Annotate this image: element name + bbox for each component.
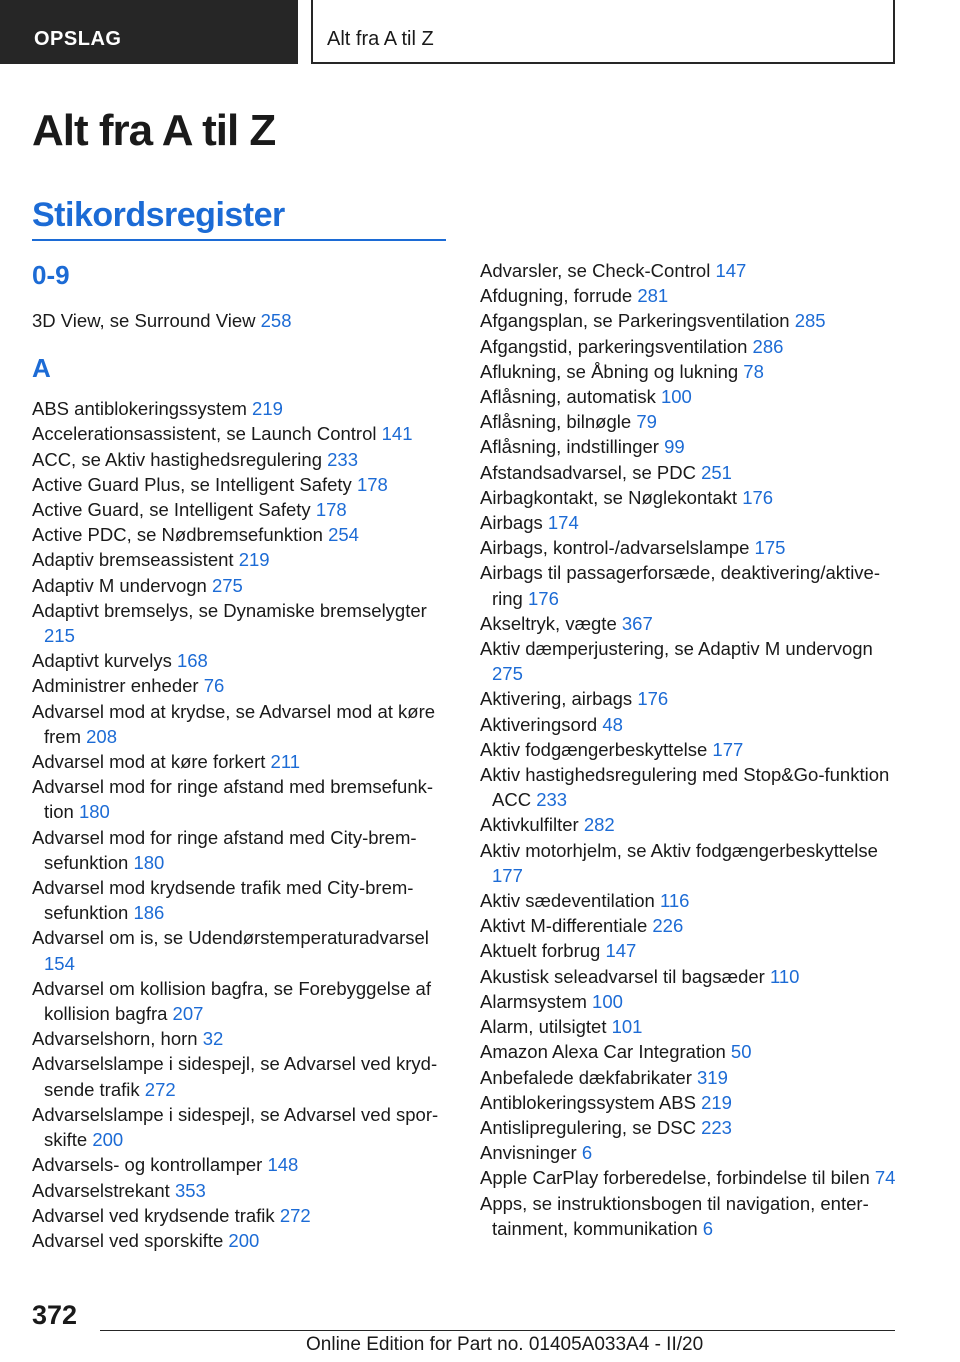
index-entry <box>32 396 450 421</box>
index-entry <box>480 283 900 308</box>
index-entry-page-link[interactable]: 177 <box>492 864 523 886</box>
section-tab <box>0 0 298 64</box>
index-entry-term: Afstandsadvarsel, se PDC <box>480 461 696 483</box>
index-entry-page-link[interactable]: 154 <box>44 952 75 974</box>
index-entry <box>480 1090 900 1115</box>
index-entry-page-link[interactable]: 168 <box>176 650 208 672</box>
index-entry-page-link[interactable]: 275 <box>211 574 243 596</box>
index-entry <box>480 1039 900 1064</box>
index-entry <box>32 1051 450 1101</box>
index-entry-page-link[interactable]: 116 <box>659 890 690 912</box>
index-entry-term: Active Guard Plus, se Intelligent Safety <box>32 473 352 495</box>
index-entry-page-link[interactable]: 207 <box>172 1003 204 1025</box>
index-entry-page-link[interactable]: 281 <box>637 285 669 307</box>
index-entry-page-link[interactable]: 78 <box>743 360 764 382</box>
index-entry-term: Adaptivt bremselys, se Dynamiske bremselygter <box>32 599 427 621</box>
footer-edition: Online Edition for Part no. 01405A033A4 - II/20 <box>306 1334 704 1355</box>
index-entry-page-link[interactable]: 272 <box>144 1078 176 1100</box>
index-entry-page-link[interactable]: 6 <box>702 1217 714 1239</box>
index-entry-page-link[interactable]: 285 <box>794 310 826 332</box>
index-entry-page-link[interactable]: 211 <box>270 751 301 773</box>
index-entry-page-link[interactable]: 208 <box>86 725 118 747</box>
index-entry <box>32 522 450 547</box>
index-entry-term: Aflukning, se Åbning og lukning <box>480 360 739 382</box>
index-entry-term: Aktiveringsord <box>480 713 598 735</box>
index-entry <box>32 1026 450 1051</box>
index-entry-term: Amazon Alexa Car Integration <box>480 1041 726 1063</box>
index-entry-term: Active Guard, se Intelligent Safety <box>32 499 311 521</box>
chapter-tab-label: Alt fra A til Z <box>327 28 434 50</box>
index-entry-page-link[interactable]: 180 <box>133 851 165 873</box>
index-entry-page-link[interactable]: 48 <box>602 713 623 735</box>
index-entry-term: Aktiv fodgængerbeskyttelse <box>480 738 708 760</box>
index-entry-page-link[interactable]: 258 <box>260 310 292 331</box>
index-entry-page-link[interactable]: 219 <box>252 398 283 420</box>
index-entry-term: Advarselshorn, horn <box>32 1028 198 1050</box>
index-entry-page-link[interactable]: 175 <box>754 537 786 559</box>
index-entry-page-link[interactable]: 74 <box>874 1167 896 1189</box>
index-entry-page-link[interactable]: 148 <box>267 1154 299 1176</box>
index-entry <box>480 560 900 610</box>
section-tab-label: OPSLAG <box>34 28 122 50</box>
index-entry-term: Advarsel mod at krydse, se Advarsel mod at køre frem <box>32 700 436 747</box>
index-entry <box>480 434 900 459</box>
index-entry <box>480 1191 900 1241</box>
index-entry <box>480 812 900 837</box>
index-entry <box>480 359 900 384</box>
index-entry-page-link[interactable]: 215 <box>44 625 75 647</box>
index-entry <box>480 686 900 711</box>
index-entry-page-link[interactable]: 79 <box>636 411 657 433</box>
index-entry <box>480 712 900 737</box>
index-entry-term: Advarselstrekant <box>32 1179 170 1201</box>
index-entry-term: Antiblokeringssystem ABS <box>480 1091 696 1113</box>
index-entry-page-link[interactable]: 233 <box>327 448 358 470</box>
index-entry-term: Advarsler, se Check-Control <box>480 260 711 281</box>
index-entry-term: Adaptiv bremseassistent <box>32 549 234 571</box>
index-entry-term: Apple CarPlay forberedelse, forbindelse til bilen <box>480 1167 870 1189</box>
index-entry <box>480 1115 900 1140</box>
index-entry-page-link[interactable]: 141 <box>381 423 413 445</box>
index-entry-page-link[interactable]: 176 <box>637 688 669 710</box>
index-entry <box>480 989 900 1014</box>
index-entry-term: Advarsel mod krydsende trafik med City-bremsefunktion <box>32 877 414 924</box>
index-entry-page-link[interactable]: 200 <box>92 1129 124 1151</box>
index-entry <box>32 673 450 698</box>
index-entry-term: Aktiv sædeventilation <box>480 890 655 912</box>
index-entry <box>480 334 900 359</box>
index-entry <box>32 875 450 925</box>
index-entry <box>480 964 900 989</box>
index-entry-page-link[interactable]: 147 <box>605 940 637 962</box>
index-entry-term: Aktiv dæmperjustering, se Adaptiv M undervogn <box>480 638 873 660</box>
index-entry <box>32 472 450 497</box>
index-entry <box>480 535 900 560</box>
index-entry-page-link[interactable]: 50 <box>730 1041 752 1063</box>
index-entry <box>32 497 450 522</box>
index-entry-term: Advarsel ved krydsende trafik <box>32 1204 275 1226</box>
index-entry <box>32 573 450 598</box>
index-entry-term: Adaptivt kurvelys <box>32 650 172 672</box>
index-entry-page-link[interactable]: 110 <box>769 965 800 987</box>
index-entry <box>480 409 900 434</box>
index-entry <box>480 258 900 283</box>
index-entry <box>480 762 900 812</box>
index-column-left <box>32 258 450 1253</box>
index-entry-term: Advarsels- og kontrollamper <box>32 1154 263 1176</box>
chapter-tab <box>311 0 895 64</box>
index-entry-page-link[interactable]: 233 <box>536 789 568 811</box>
index-entry-term: Advarselslampe i sidespejl, se Advarsel ved krydsende trafik <box>32 1053 438 1100</box>
index-entry <box>32 598 450 648</box>
index-entry-page-link[interactable]: 174 <box>547 512 579 534</box>
index-entry-page-link[interactable]: 176 <box>742 486 774 508</box>
index-entry-term: Advarsel ved sporskifte <box>32 1229 224 1251</box>
index-column-right <box>480 258 900 1241</box>
index-entry <box>32 648 450 673</box>
index-entry-term: Active PDC, se Nødbremsefunktion <box>32 524 323 546</box>
index-entry-page-link[interactable]: 101 <box>611 1016 643 1038</box>
index-entry-page-link[interactable]: 176 <box>528 587 559 609</box>
index-entry-term: Advarselslampe i sidespejl, se Advarsel ved sporskifte <box>32 1103 439 1151</box>
index-entry-term: Adaptiv M undervogn <box>32 574 207 596</box>
index-entry-page-link[interactable]: 147 <box>715 260 747 281</box>
index-entry-page-link[interactable]: 186 <box>133 902 165 924</box>
index-entry-term: Anbefalede dækfabrikater <box>480 1066 692 1088</box>
index-entry <box>32 925 450 975</box>
subtitle-rule <box>32 239 446 241</box>
index-entry-page-link[interactable]: 76 <box>203 675 225 697</box>
index-entry-page-link[interactable]: 180 <box>78 801 110 823</box>
index-entry-term: Advarsel mod for ringe afstand med bremsefunktion <box>32 776 434 823</box>
index-entry <box>480 460 900 485</box>
index-entry <box>32 1203 450 1228</box>
index-entry <box>32 749 450 774</box>
index-entry <box>480 384 900 409</box>
index-entry <box>480 1014 900 1039</box>
index-entry-page-link[interactable]: 177 <box>712 738 744 760</box>
index-entry-term: Akustisk seleadvarsel til bagsæder <box>480 965 765 987</box>
index-entry <box>480 636 900 686</box>
index-entry-term: Advarsel mod at køre forkert <box>32 751 266 773</box>
section-heading-a: A <box>32 353 51 384</box>
index-entry-term: Alarmsystem <box>480 990 587 1012</box>
index-entry-term: Aktivkulfilter <box>480 814 579 836</box>
index-entry-page-link[interactable]: 200 <box>228 1229 260 1251</box>
index-entry <box>32 1152 450 1177</box>
index-entry-term: Afdugning, forrude <box>480 285 633 307</box>
index-entry <box>32 1178 450 1203</box>
index-entry <box>480 1140 900 1165</box>
index-entry-term: Aktiv hastighedsregulering med Stop&Go-funktion ACC <box>480 764 890 811</box>
index-entry-page-link[interactable]: 275 <box>492 663 523 685</box>
index-entry <box>480 308 900 333</box>
index-entry-page-link[interactable]: 100 <box>660 386 692 408</box>
index-entry-page-link[interactable]: 219 <box>238 549 270 571</box>
index-entry <box>32 421 450 446</box>
index-entry-page-link[interactable]: 178 <box>356 473 388 495</box>
index-entry <box>480 611 900 636</box>
index-entry-term: Aflåsning, indstillinger <box>480 436 659 458</box>
index-entry-term: Afgangsplan, se Parkeringsventilation <box>480 310 790 332</box>
index-entry-page-link[interactable]: 272 <box>279 1204 311 1226</box>
index-entry-page-link[interactable]: 286 <box>752 335 784 357</box>
page-title: Alt fra A til Z <box>32 106 276 155</box>
index-entry <box>480 938 900 963</box>
index-entry-term: Advarsel om is, se Udendørstemperaturadvarsel <box>32 927 429 949</box>
index-entry-term: Airbagkontakt, se Nøglekontakt <box>480 486 738 508</box>
index-entry-page-link[interactable]: 353 <box>174 1179 206 1201</box>
page-subtitle: Stikordsregister <box>32 196 285 234</box>
index-entry <box>32 547 450 572</box>
index-entry-term: Aktuelt forbrug <box>480 940 601 962</box>
index-entry-term: Antislipregulering, se DSC <box>480 1116 696 1138</box>
index-entry-term: Aflåsning, bilnøgle <box>480 411 632 433</box>
index-entry-page-link[interactable]: 6 <box>581 1142 593 1164</box>
index-entry <box>32 825 450 875</box>
index-entry-page-link[interactable]: 178 <box>315 499 347 521</box>
section-heading-0-9: 0-9 <box>32 260 70 290</box>
index-entry-term: Apps, se instruktionsbogen til navigation, entertainment, kommunikation <box>480 1192 869 1239</box>
index-entry-term: Alarm, utilsigtet <box>480 1016 607 1038</box>
index-entry-term: Accelerationsassistent, se Launch Control <box>32 423 377 445</box>
index-entry <box>32 699 450 749</box>
index-entry-term: Aflåsning, automatisk <box>480 386 656 408</box>
index-entry <box>480 1065 900 1090</box>
index-entry-term: ACC, se Aktiv hastighedsregulering <box>32 448 322 470</box>
index-entry-term: Afgangstid, parkeringsventilation <box>480 335 748 357</box>
index-entry <box>480 485 900 510</box>
index-entry-term: Airbags til passagerforsæde, deaktivering/aktivering <box>480 562 881 609</box>
index-entry-term: Aktiv motorhjelm, se Aktiv fodgængerbeskyttelse <box>480 839 878 861</box>
index-entry-term: Aktivt M-differentiale <box>480 915 648 937</box>
index-entry-term: 3D View, se Surround View <box>32 310 256 331</box>
index-entry <box>480 838 900 888</box>
index-entry-term: Advarsel mod for ringe afstand med City-bremsefunktion <box>32 826 417 873</box>
index-entry-term: Airbags <box>480 512 543 534</box>
index-entry-page-link[interactable]: 219 <box>701 1091 732 1113</box>
index-entry-term: Aktivering, airbags <box>480 688 633 710</box>
index-entry <box>32 308 450 333</box>
index-entry <box>32 774 450 824</box>
index-list-a-continued <box>480 258 900 1241</box>
index-entry-page-link[interactable]: 32 <box>202 1028 224 1050</box>
index-entry-term: Akseltryk, vægte <box>480 612 617 634</box>
index-entry-page-link[interactable]: 99 <box>664 436 685 458</box>
index-entry-page-link[interactable]: 223 <box>701 1116 732 1138</box>
page-number: 372 <box>32 1300 78 1330</box>
index-entry <box>32 1102 450 1152</box>
footer-rule <box>100 1330 895 1331</box>
index-entry <box>32 976 450 1026</box>
index-entry-page-link[interactable]: 226 <box>652 915 684 937</box>
index-entry-term: ABS antiblokeringssystem <box>32 398 247 420</box>
index-entry-page-link[interactable]: 254 <box>328 524 359 546</box>
index-entry <box>480 737 900 762</box>
index-entry-term: Advarsel om kollision bagfra, se Forebyggelse af kollision bagfra <box>32 977 431 1025</box>
index-entry <box>480 913 900 938</box>
index-entry-page-link[interactable]: 100 <box>592 990 623 1012</box>
index-list-a <box>32 396 450 1253</box>
index-entry <box>480 1165 900 1190</box>
index-entry <box>32 447 450 472</box>
index-entry-page-link[interactable]: 282 <box>583 814 615 836</box>
index-entry-page-link[interactable]: 319 <box>697 1066 728 1088</box>
index-entry-page-link[interactable]: 251 <box>701 461 732 483</box>
index-list-0-9 <box>32 308 450 333</box>
index-entry-page-link[interactable]: 367 <box>621 612 653 634</box>
index-entry-term: Airbags, kontrol-/advarselslampe <box>480 537 750 559</box>
index-entry <box>32 1228 450 1253</box>
index-entry <box>480 510 900 535</box>
index-entry <box>480 888 900 913</box>
index-entry-term: Administrer enheder <box>32 675 199 697</box>
index-entry-term: Anvisninger <box>480 1142 577 1164</box>
